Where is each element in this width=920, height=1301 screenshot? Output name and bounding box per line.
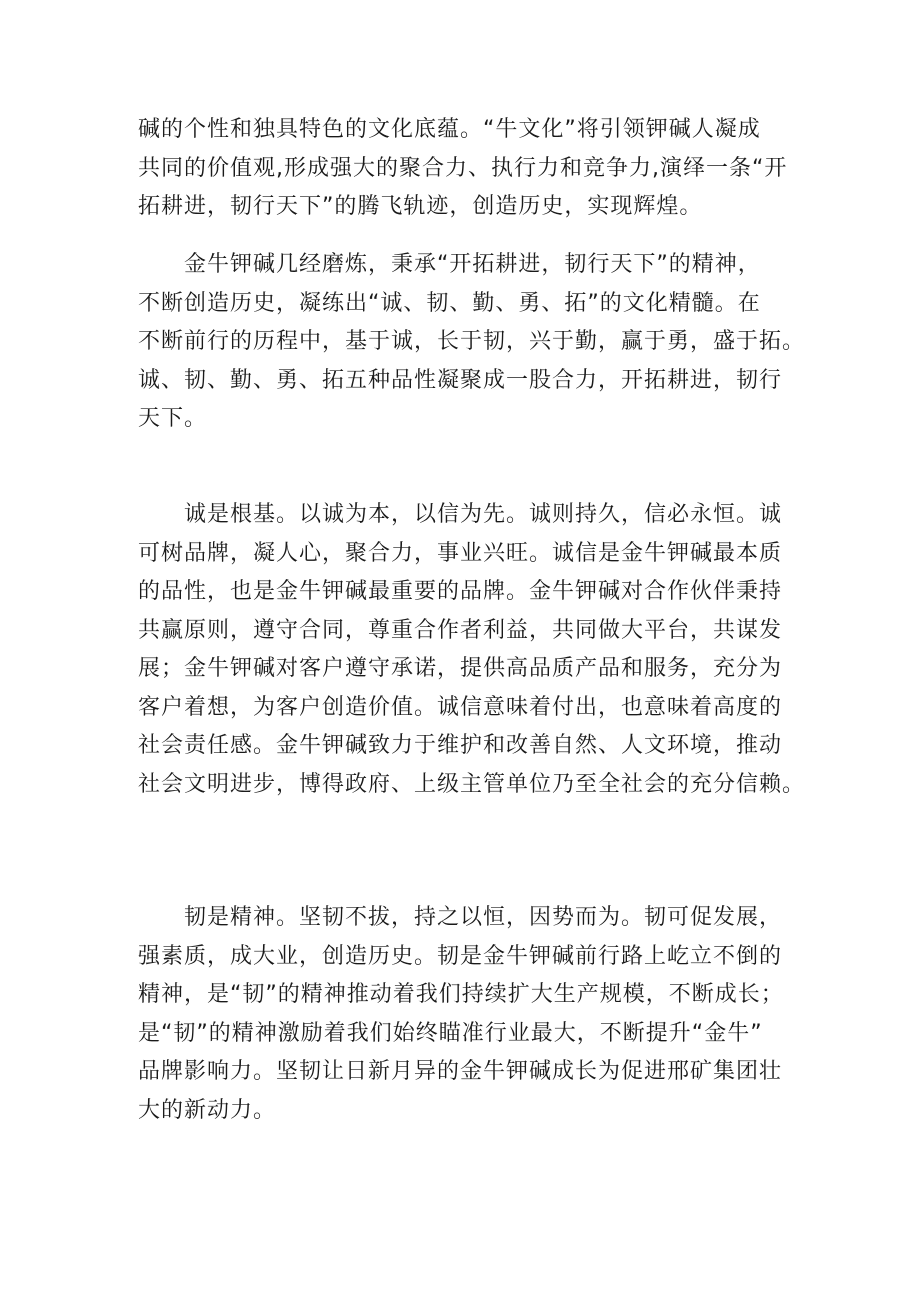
text-line: 社会文明进步，博得政府、上级主管单位乃至全社会的充分信赖。 [138, 771, 806, 797]
text-line: 拓耕进，韧行天下”的腾飞轨迹，创造历史，实现辉煌。 [138, 194, 703, 219]
text-line: 大的新动力。 [138, 1097, 277, 1123]
paragraph-tenacity [138, 899, 798, 1130]
text-line: 品牌影响力。坚韧让日新月异的金牛钾碱成长为促进邢矿集团壮 [138, 1059, 783, 1084]
text-line: 是“韧”的精神激励着我们始终瞄准行业最大，不断提升“金牛” [138, 1020, 763, 1046]
text-line: 天下。 [138, 406, 208, 431]
text-line: 社会责任感。金牛钾碱致力于维护和改善自然、人文环境，推动 [138, 733, 783, 758]
text-line: 诚是根基。以诚为本，以信为先。诚则持久，信必永恒。诚 [184, 502, 783, 527]
text-line: 不断前行的历程中，基于诚，长于韧，兴于勤，赢于勇，盛于拓。 [138, 329, 806, 354]
text-line: 不断创造历史，凝练出“诚、韧、勤、勇、拓”的文化精髓。在 [138, 290, 761, 316]
text-line: 可树品牌，凝人心，聚合力，事业兴旺。诚信是金牛钾碱最本质 [138, 540, 783, 566]
text-line: 共同的价值观,形成强大的聚合力、执行力和竞争力,演绎一条“开 [138, 155, 788, 181]
paragraph-culture-intro [138, 111, 798, 227]
text-line: 的品性，也是金牛钾碱最重要的品牌。金牛钾碱对合作伙伴秉持 [138, 579, 783, 604]
text-line: 诚、韧、勤、勇、拓五种品性凝聚成一股合力，开拓耕进，韧行 [138, 367, 783, 393]
paragraph-spirit [138, 246, 806, 439]
text-line: 展；金牛钾碱对客户遵守承诺，提供高品质产品和服务，充分为 [138, 656, 783, 681]
text-line: 碱的个性和独具特色的文化底蕴。“牛文化”将引领钾碱人凝成 [138, 117, 761, 142]
text-line: 共赢原则，遵守合同，尊重合作者利益，共同做大平台，共谋发 [138, 617, 783, 643]
text-line: 金牛钾碱几经磨炼，秉承“开拓耕进，韧行天下”的精神， [184, 252, 761, 277]
text-line: 客户着想，为客户创造价值。诚信意味着付出，也意味着高度的 [138, 694, 783, 720]
paragraph-integrity [138, 496, 806, 804]
text-line: 韧是精神。坚韧不拔，持之以恒，因势而为。韧可促发展， [184, 905, 783, 930]
text-line: 强素质，成大业，创造历史。韧是金牛钾碱前行路上屹立不倒的 [138, 943, 783, 969]
text-line: 精神，是“韧”的精神推动着我们持续扩大生产规模，不断成长； [138, 982, 784, 1007]
